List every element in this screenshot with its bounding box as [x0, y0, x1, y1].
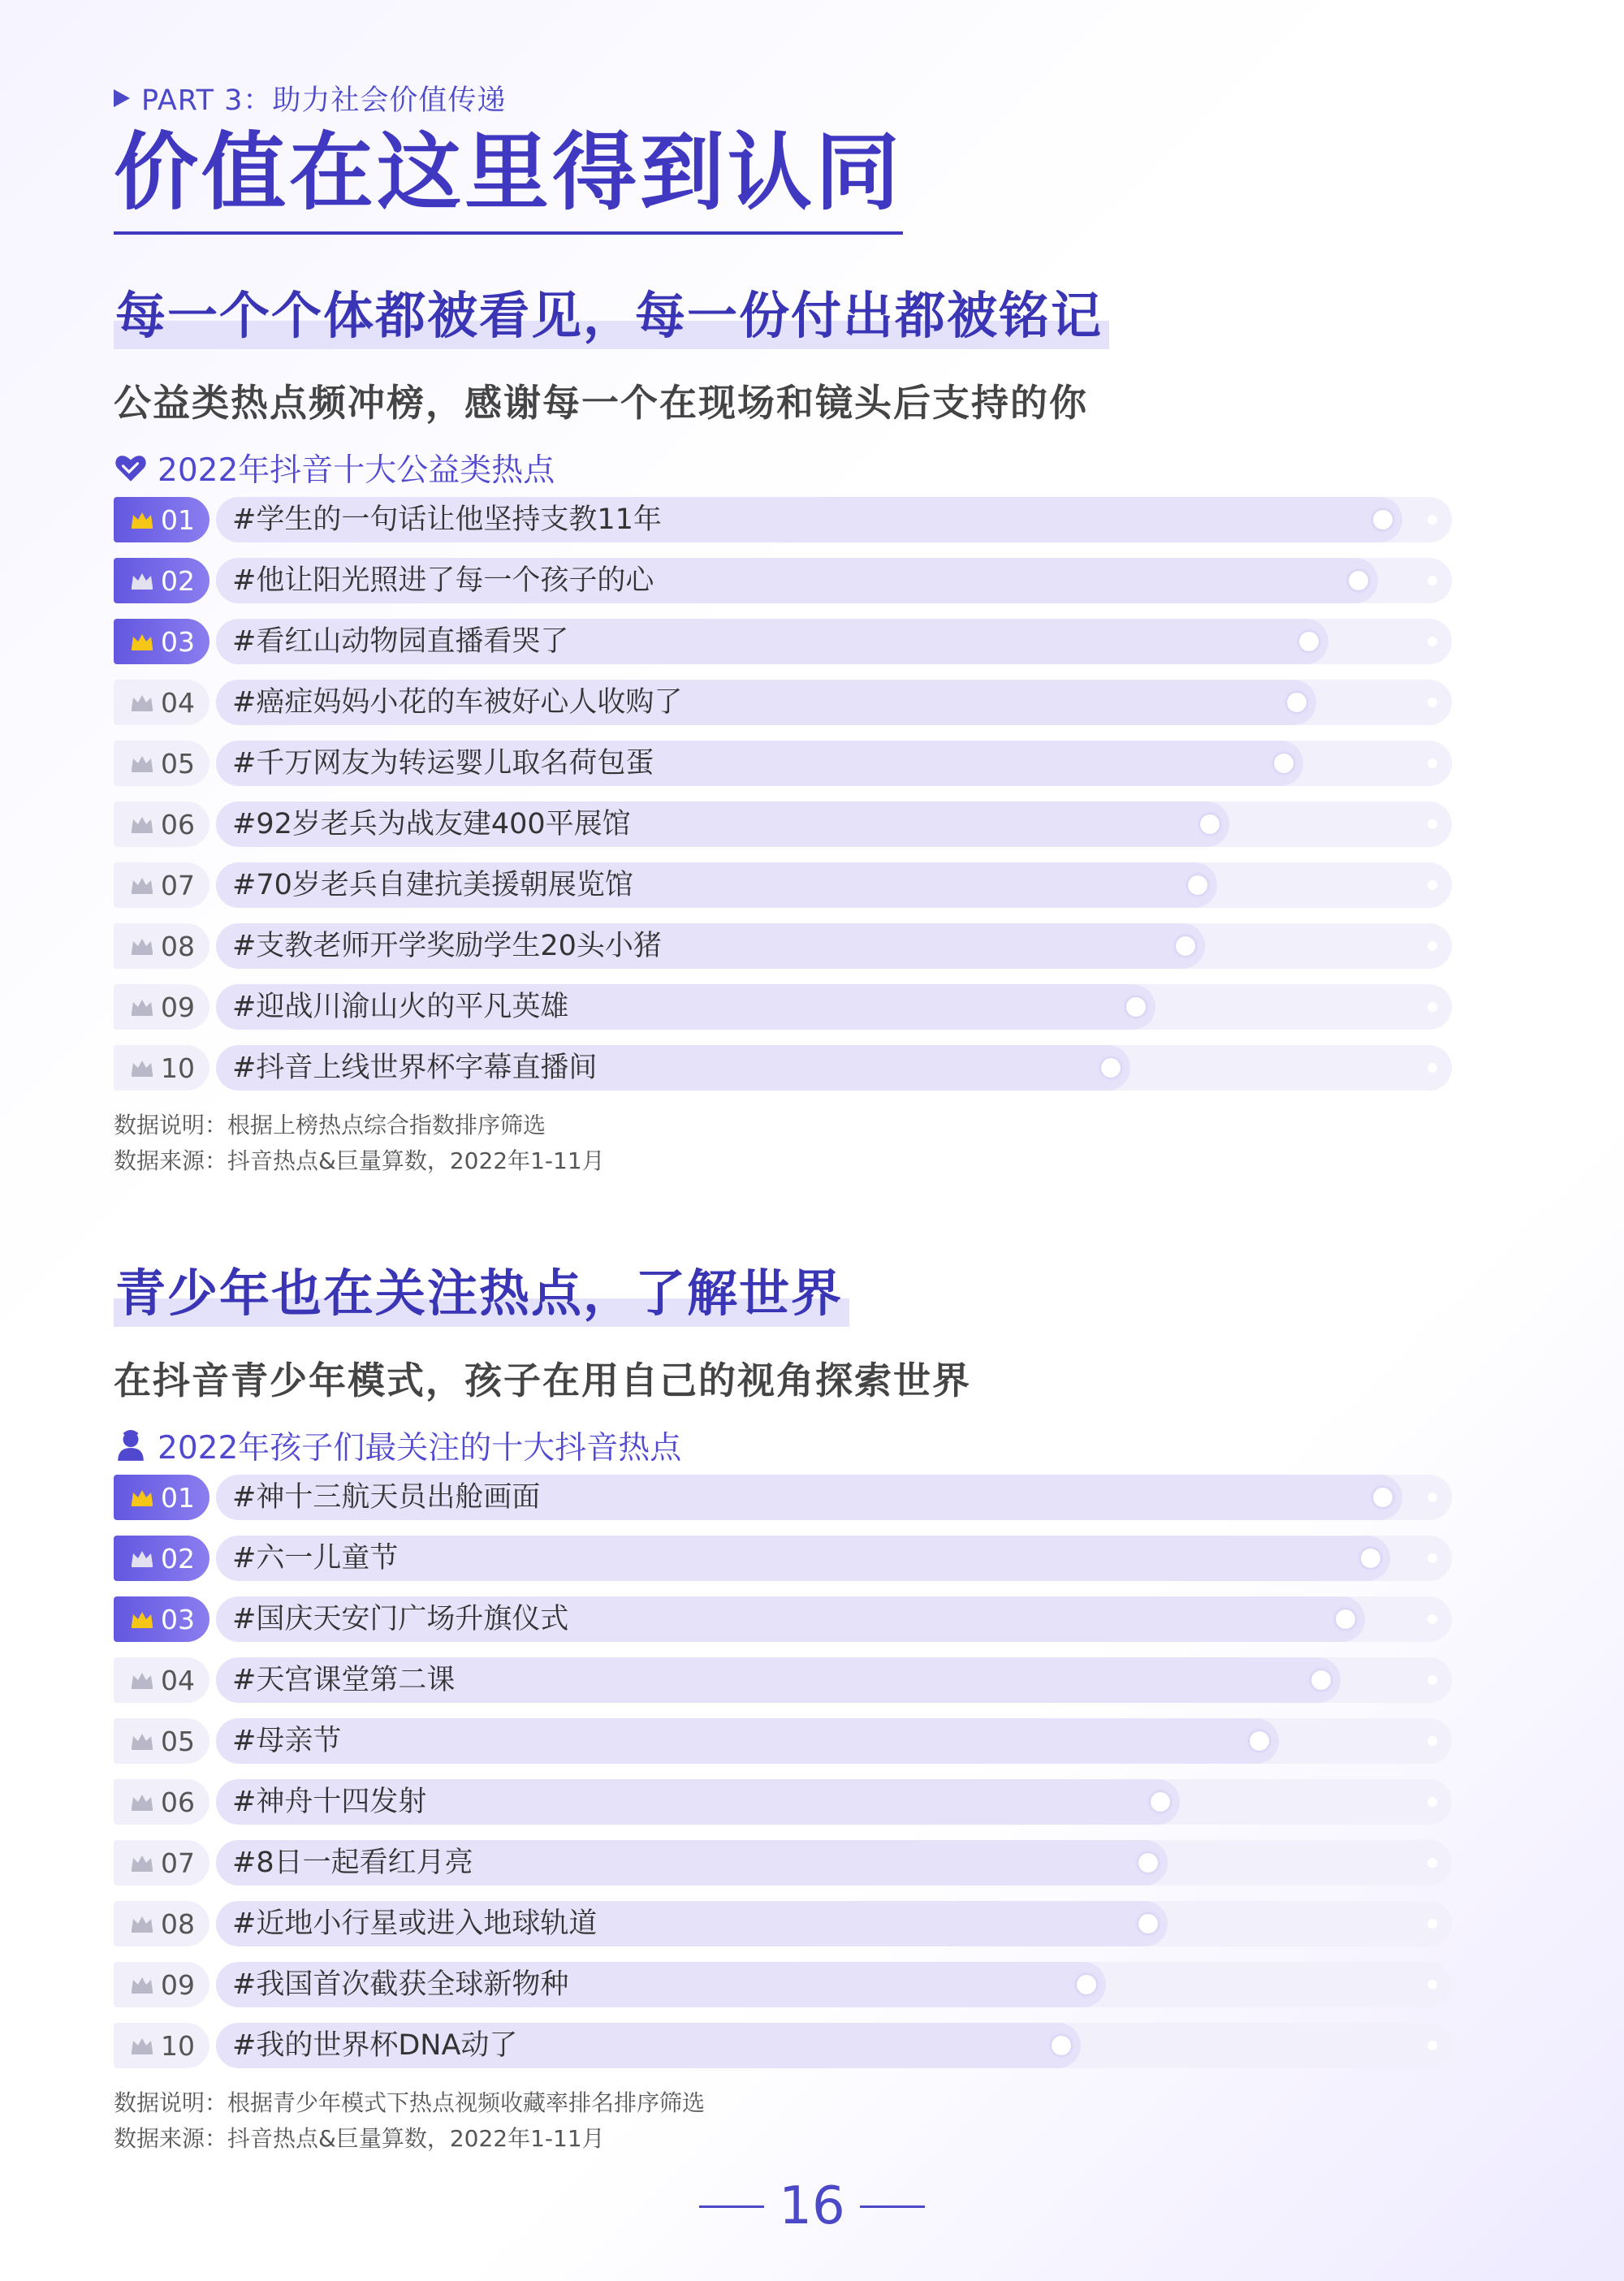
- crown-icon: [130, 936, 154, 956]
- rank-topic: #他让阳光照进了每一个孩子的心: [232, 564, 654, 597]
- rank-row: [114, 2023, 1452, 2068]
- rank-bar-dot: [1299, 632, 1319, 651]
- rank-row: [114, 741, 1452, 786]
- rank-topic: #抖音上线世界杯字幕直播间: [232, 1052, 598, 1084]
- child-icon: [114, 1428, 148, 1462]
- crown-icon: [130, 1549, 154, 1568]
- rank-number: 03: [161, 625, 195, 658]
- rank-number: 01: [161, 503, 195, 536]
- rank-row: [114, 923, 1452, 969]
- rank-number: 10: [161, 2029, 195, 2062]
- rank-badge: [114, 1901, 209, 1946]
- crown-icon: [130, 693, 154, 712]
- section1-subtitle: 公益类热点频冲榜，感谢每一个在现场和镜头后支持的你: [114, 381, 1088, 425]
- rank-badge: [114, 558, 209, 603]
- rank-badge: [114, 1475, 209, 1520]
- rank-track-end-dot: [1427, 515, 1437, 525]
- rank-topic: #迎战川渝山火的平凡英雄: [232, 991, 569, 1023]
- rank-number: 04: [161, 1664, 195, 1696]
- rank-row: [114, 1536, 1452, 1581]
- page-number: [0, 2176, 1624, 2236]
- rank-row: [114, 1779, 1452, 1825]
- rank-badge: [114, 1718, 209, 1764]
- rank-topic: #神舟十四发射: [232, 1786, 427, 1818]
- crown-icon: [130, 1488, 154, 1507]
- rank-track-end-dot: [1427, 1675, 1437, 1685]
- rank-badge: [114, 1779, 209, 1825]
- rank-track-end-dot: [1427, 637, 1437, 646]
- rank-track-end-dot: [1427, 576, 1437, 585]
- rank-row: [114, 1045, 1452, 1091]
- rank-row: [114, 1657, 1452, 1703]
- rank-track-end-dot: [1427, 941, 1437, 951]
- section2-list-title: [114, 1423, 681, 1468]
- rank-number: 10: [161, 1052, 195, 1084]
- rank-topic: #母亲节: [232, 1725, 342, 1757]
- rank-badge: [114, 801, 209, 847]
- rank-number: 09: [161, 1968, 195, 2001]
- rank-number: 07: [161, 869, 195, 901]
- page-number-text: 16: [779, 2176, 845, 2236]
- crown-icon: [130, 1058, 154, 1078]
- rank-bar-dot: [1176, 936, 1195, 956]
- rank-topic: #近地小行星或进入地球轨道: [232, 1907, 598, 1940]
- rank-row: [114, 680, 1452, 725]
- heart-hands-icon: [114, 451, 148, 485]
- rank-number: 06: [161, 1786, 195, 1818]
- rank-badge: [114, 1962, 209, 2007]
- rank-row: [114, 1475, 1452, 1520]
- rank-badge: [114, 984, 209, 1030]
- rank-bar-dot: [1336, 1609, 1355, 1629]
- rank-badge: [114, 497, 209, 542]
- rank-bar-dot: [1287, 693, 1307, 712]
- section1-note-source: 数据来源：抖音热点&巨量算数，2022年1-11月: [114, 1147, 605, 1174]
- rank-topic: #我国首次截获全球新物种: [232, 1968, 569, 2001]
- crown-icon: [130, 1914, 154, 1933]
- rank-bar-dot: [1274, 754, 1294, 773]
- rank-track-end-dot: [1427, 2041, 1437, 2050]
- rank-badge: [114, 923, 209, 969]
- rank-bar-dot: [1138, 1914, 1158, 1933]
- rank-badge: [114, 619, 209, 664]
- rank-row: [114, 862, 1452, 908]
- crown-icon: [130, 754, 154, 773]
- rank-bar-dot: [1077, 1975, 1096, 1994]
- rank-track-end-dot: [1427, 1736, 1437, 1746]
- rank-bar-dot: [1138, 1853, 1158, 1873]
- rank-badge: [114, 2023, 209, 2068]
- rank-number: 01: [161, 1481, 195, 1514]
- rank-topic: #学生的一句话让他坚持支教11年: [232, 503, 662, 536]
- rank-bar-dot: [1373, 1488, 1393, 1507]
- rank-topic: #我的世界杯DNA动了: [232, 2029, 518, 2062]
- rank-track-end-dot: [1427, 1980, 1437, 1989]
- rank-row: [114, 1962, 1452, 2007]
- rank-track-end-dot: [1427, 698, 1437, 707]
- part-label: [114, 78, 506, 119]
- rank-topic: #国庆天安门广场升旗仪式: [232, 1603, 569, 1635]
- page-title: 价值在这里得到认同: [114, 122, 903, 235]
- rank-badge: [114, 1596, 209, 1642]
- section2-rank-list: [114, 1475, 1452, 2084]
- section2-title: 青少年也在关注热点，了解世界: [114, 1264, 849, 1327]
- rank-number: 09: [161, 991, 195, 1023]
- crown-icon: [130, 1792, 154, 1812]
- rank-track-end-dot: [1427, 1553, 1437, 1563]
- rank-track-end-dot: [1427, 1614, 1437, 1624]
- rank-bar-dot: [1101, 1058, 1121, 1078]
- page-number-line-right: [860, 2205, 925, 2208]
- rank-badge: [114, 862, 209, 908]
- section1-list-title-text: 2022年抖音十大公益类热点: [158, 452, 555, 489]
- rank-row: [114, 801, 1452, 847]
- rank-number: 08: [161, 1907, 195, 1940]
- section1-note-desc: 数据说明：根据上榜热点综合指数排序筛选: [114, 1112, 546, 1138]
- rank-topic: #92岁老兵为战友建400平展馆: [232, 808, 631, 840]
- rank-number: 02: [161, 564, 195, 597]
- rank-track-end-dot: [1427, 1858, 1437, 1868]
- section2-list-title-text: 2022年孩子们最关注的十大抖音热点: [158, 1430, 682, 1467]
- rank-track-end-dot: [1427, 1493, 1437, 1502]
- crown-icon: [130, 875, 154, 895]
- rank-topic: #癌症妈妈小花的车被好心人收购了: [232, 686, 683, 719]
- triangle-icon: [114, 89, 130, 107]
- rank-topic: #看红山动物园直播看哭了: [232, 625, 569, 658]
- rank-badge: [114, 1536, 209, 1581]
- crown-icon: [130, 571, 154, 590]
- rank-row: [114, 1901, 1452, 1946]
- rank-number: 08: [161, 930, 195, 962]
- crown-icon: [130, 1609, 154, 1629]
- section2-note-desc: 数据说明：根据青少年模式下热点视频收藏率排名排序筛选: [114, 2089, 706, 2116]
- rank-bar-dot: [1188, 875, 1207, 895]
- page-number-line-left: [699, 2205, 764, 2208]
- crown-icon: [130, 997, 154, 1017]
- rank-badge: [114, 1045, 209, 1091]
- section1-list-title: [114, 445, 555, 490]
- rank-row: [114, 1718, 1452, 1764]
- rank-track-end-dot: [1427, 758, 1437, 768]
- rank-bar-dot: [1200, 814, 1220, 834]
- rank-row: [114, 984, 1452, 1030]
- rank-topic: #神十三航天员出舱画面: [232, 1481, 541, 1514]
- rank-track-end-dot: [1427, 880, 1437, 890]
- crown-icon: [130, 1853, 154, 1873]
- rank-bar-dot: [1373, 510, 1393, 529]
- rank-bar: [216, 1718, 1279, 1764]
- rank-number: 03: [161, 1603, 195, 1635]
- section1-rank-list: [114, 497, 1452, 1106]
- rank-bar-dot: [1311, 1670, 1331, 1690]
- section2-subtitle: 在抖音青少年模式，孩子在用自己的视角探索世界: [114, 1359, 971, 1402]
- rank-badge: [114, 1657, 209, 1703]
- rank-row: [114, 1840, 1452, 1886]
- rank-number: 04: [161, 686, 195, 719]
- rank-number: 05: [161, 1725, 195, 1757]
- rank-bar-dot: [1250, 1731, 1269, 1751]
- crown-icon: [130, 510, 154, 529]
- crown-icon: [130, 1731, 154, 1751]
- rank-number: 07: [161, 1847, 195, 1879]
- rank-row: [114, 619, 1452, 664]
- rank-number: 02: [161, 1542, 195, 1575]
- crown-icon: [130, 1975, 154, 1994]
- rank-topic: #千万网友为转运婴儿取名荷包蛋: [232, 747, 654, 780]
- rank-track-end-dot: [1427, 1797, 1437, 1807]
- rank-topic: #8日一起看红月亮: [232, 1847, 473, 1879]
- rank-bar-dot: [1126, 997, 1146, 1017]
- rank-track-end-dot: [1427, 1919, 1437, 1929]
- section2-note-source: 数据来源：抖音热点&巨量算数，2022年1-11月: [114, 2125, 605, 2152]
- rank-bar-dot: [1361, 1549, 1380, 1568]
- rank-bar-dot: [1052, 2036, 1071, 2055]
- rank-row: [114, 497, 1452, 542]
- rank-topic: #支教老师开学奖励学生20头小猪: [232, 930, 662, 962]
- rank-number: 06: [161, 808, 195, 840]
- rank-track-end-dot: [1427, 1063, 1437, 1073]
- rank-number: 05: [161, 747, 195, 780]
- rank-bar-dot: [1151, 1792, 1170, 1812]
- crown-icon: [130, 632, 154, 651]
- rank-badge: [114, 1840, 209, 1886]
- rank-bar-dot: [1349, 571, 1368, 590]
- rank-topic: #天宫课堂第二课: [232, 1664, 456, 1696]
- rank-badge: [114, 680, 209, 725]
- rank-row: [114, 1596, 1452, 1642]
- crown-icon: [130, 814, 154, 834]
- rank-badge: [114, 741, 209, 786]
- rank-topic: #六一儿童节: [232, 1542, 399, 1575]
- section1-title: 每一个个体都被看见，每一份付出都被铭记: [114, 286, 1109, 349]
- crown-icon: [130, 1670, 154, 1690]
- rank-topic: #70岁老兵自建抗美援朝展览馆: [232, 869, 633, 901]
- part-label-text: PART 3：助力社会价值传递: [141, 84, 507, 117]
- crown-icon: [130, 2036, 154, 2055]
- rank-track-end-dot: [1427, 819, 1437, 829]
- rank-row: [114, 558, 1452, 603]
- rank-track-end-dot: [1427, 1002, 1437, 1012]
